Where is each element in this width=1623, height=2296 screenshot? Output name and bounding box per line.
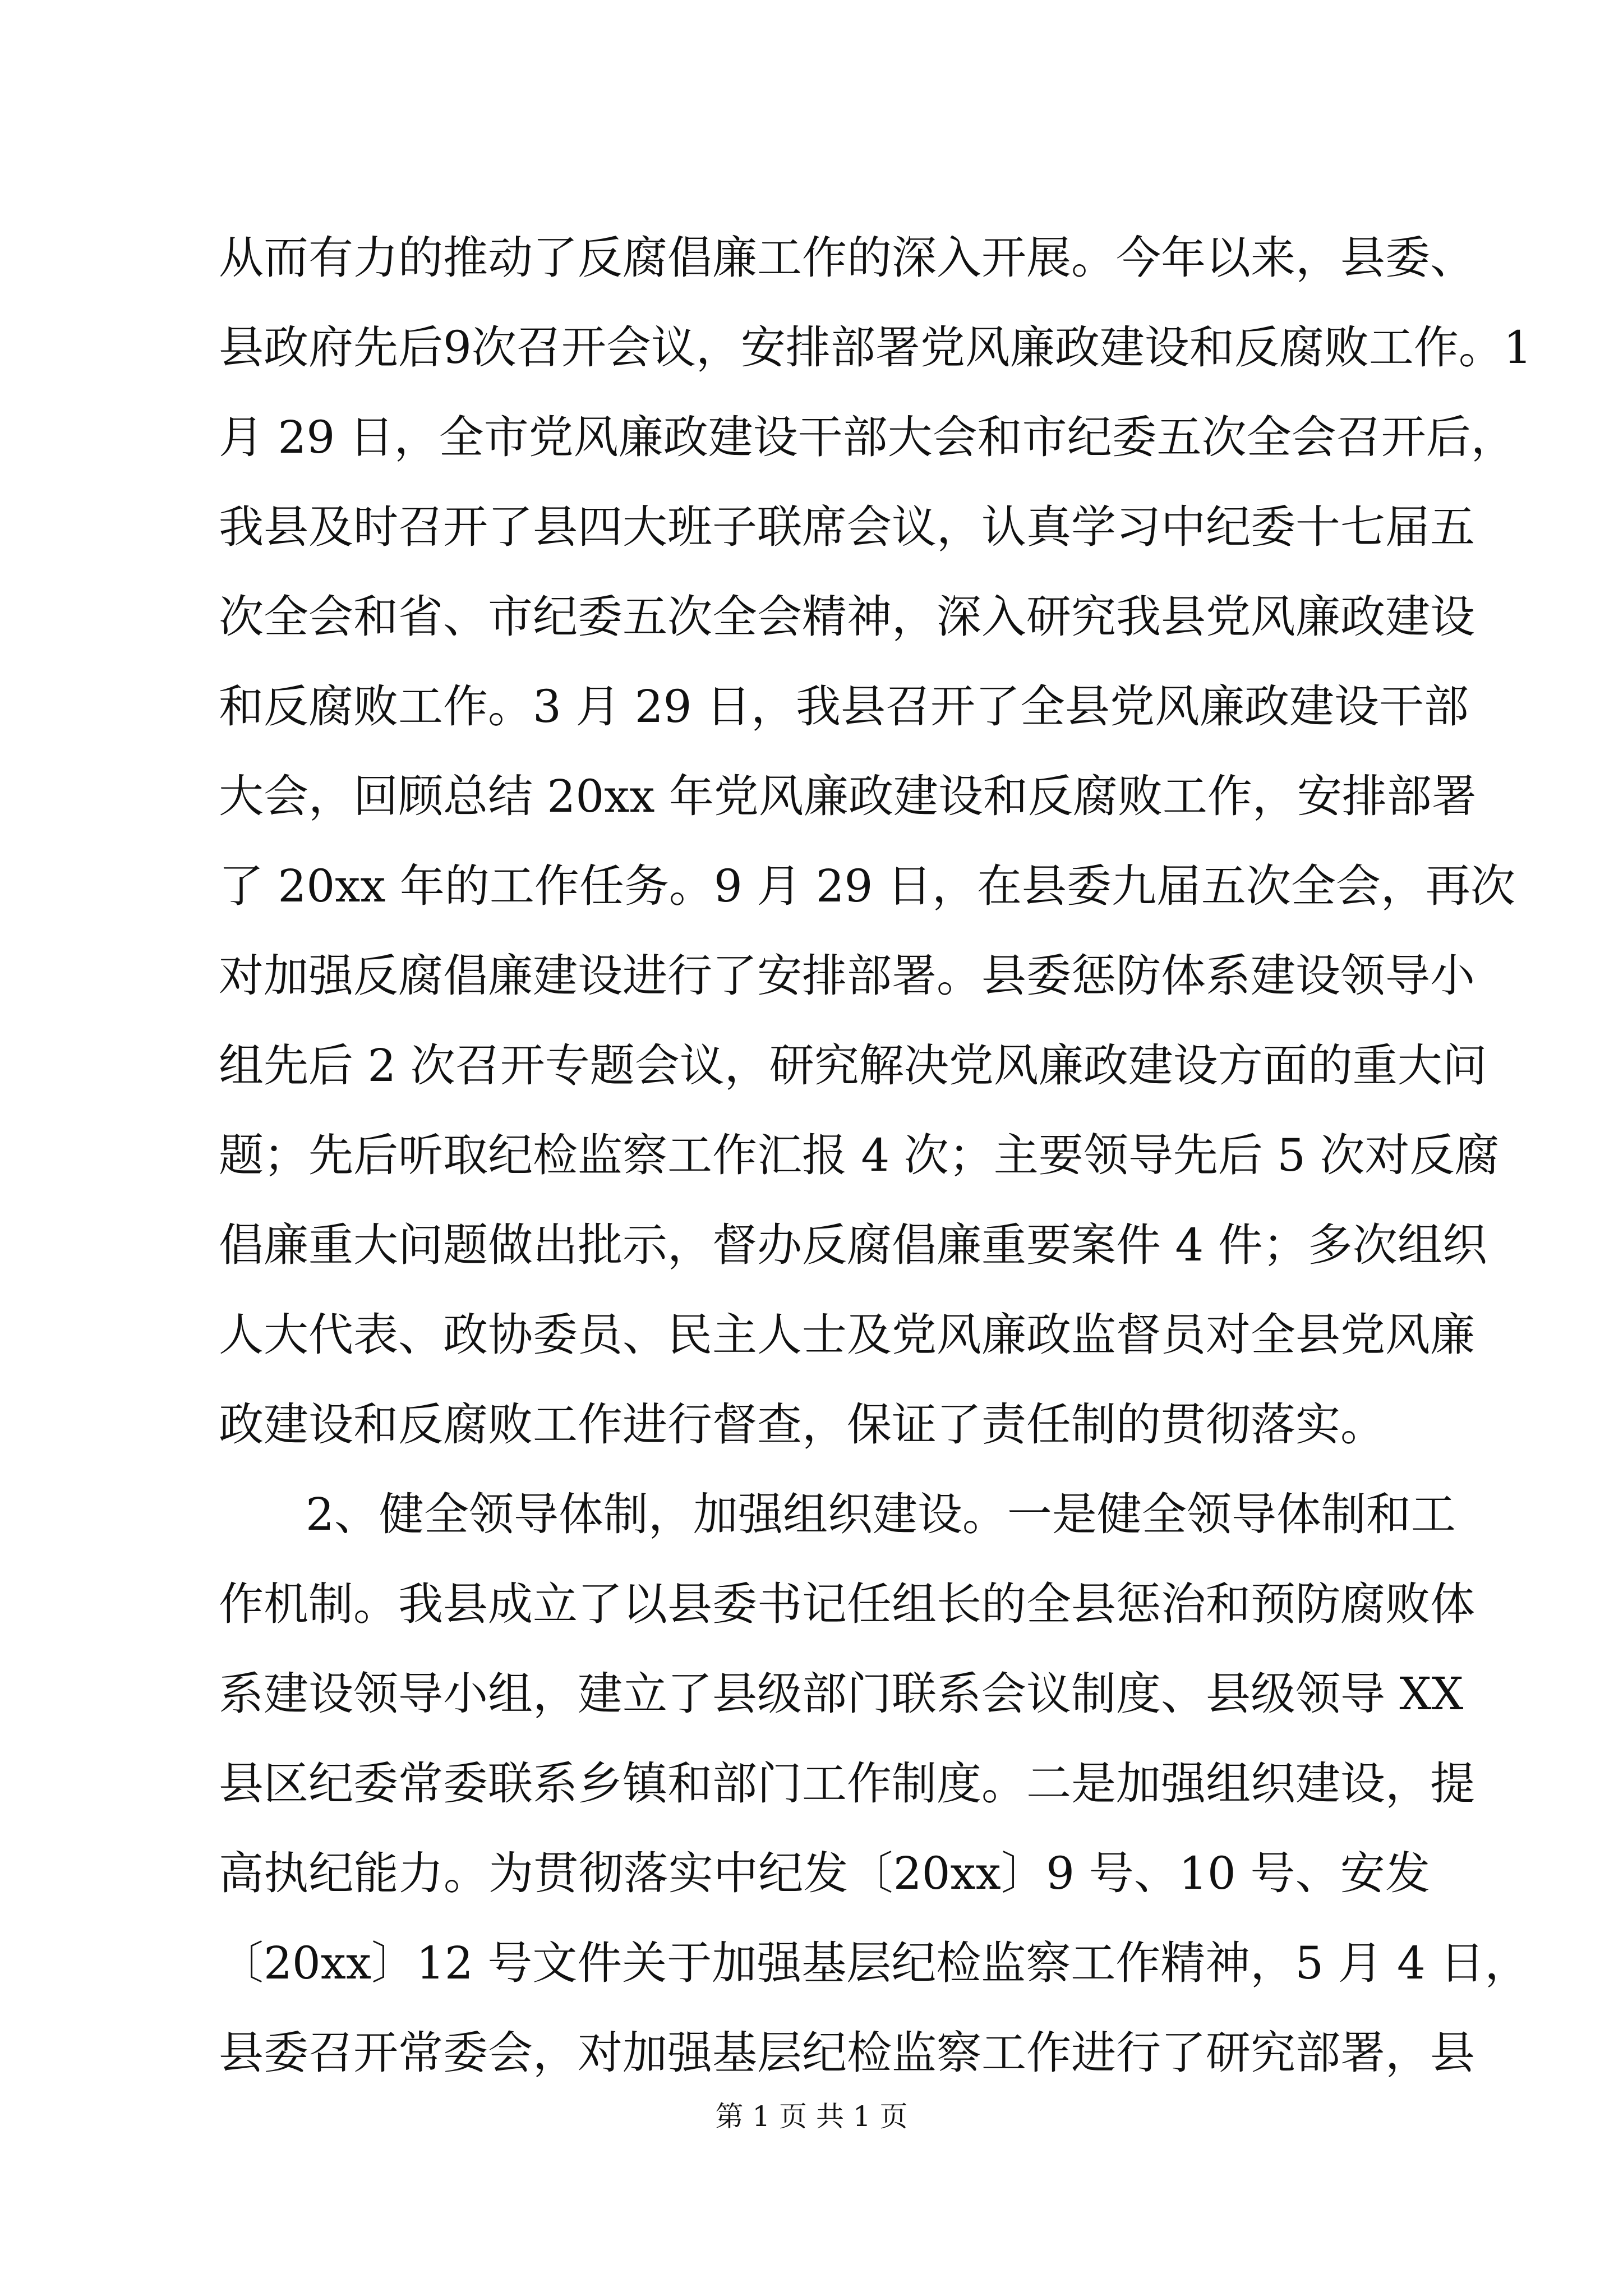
- text-line-3: 月 29 日，全市党风廉政建设干部大会和市纪委五次全会召开后，: [219, 411, 1516, 463]
- text-line-7: 大会，回顾总结 20xx 年党风廉政建设和反腐败工作，安排部署: [219, 770, 1477, 822]
- text-line-17: 系建设领导小组，建立了县级部门联系会议制度、县级领导 XX: [219, 1668, 1464, 1720]
- text-line-10: 组先后 2 次召开专题会议，研究解决党风廉政建设方面的重大问: [219, 1039, 1487, 1092]
- text-line-6: 和反腐败工作。3 月 29 日，我县召开了全县党风廉政建设干部: [219, 680, 1469, 733]
- text-line-9: 对加强反腐倡廉建设进行了安排部署。县委惩防体系建设领导小: [219, 950, 1475, 1002]
- text-line-15: 2、健全领导体制，加强组织建设。一是健全领导体制和工: [306, 1488, 1456, 1540]
- text-line-20: 〔20xx〕12 号文件关于加强基层纪检监察工作精神，5 月 4 日，: [219, 1937, 1530, 1989]
- text-line-21: 县委召开常委会，对加强基层纪检监察工作进行了研究部署，县: [219, 2027, 1475, 2079]
- text-line-13: 人大代表、政协委员、民主人士及党风廉政监督员对全县党风廉: [219, 1309, 1475, 1361]
- text-line-12: 倡廉重大问题做出批示，督办反腐倡廉重要案件 4 件；多次组织: [219, 1219, 1487, 1271]
- text-line-14: 政建设和反腐败工作进行督查，保证了责任制的贯彻落实。: [219, 1398, 1385, 1451]
- text-line-5: 次全会和省、市纪委五次全会精神，深入研究我县党风廉政建设: [219, 591, 1475, 643]
- text-line-19: 高执纪能力。为贯彻落实中纪发〔20xx〕9 号、10 号、安发: [219, 1847, 1430, 1899]
- text-line-11: 题；先后听取纪检监察工作汇报 4 次；主要领导先后 5 次对反腐: [219, 1129, 1500, 1181]
- text-line-16: 作机制。我县成立了以县委书记任组长的全县惩治和预防腐败体: [219, 1578, 1475, 1630]
- text-line-2: 县政府先后9次召开会议，安排部署党风廉政建设和反腐败工作。1: [219, 321, 1532, 374]
- page-footer: 第 1 页 共 1 页: [715, 2100, 908, 2133]
- text-line-8: 了 20xx 年的工作任务。9 月 29 日，在县委九届五次全会，再次: [219, 860, 1515, 912]
- text-line-4: 我县及时召开了县四大班子联席会议，认真学习中纪委十七届五: [219, 501, 1475, 553]
- text-line-18: 县区纪委常委联系乡镇和部门工作制度。二是加强组织建设，提: [219, 1757, 1475, 1810]
- text-line-1: 从而有力的推动了反腐倡廉工作的深入开展。今年以来，县委、: [219, 232, 1475, 284]
